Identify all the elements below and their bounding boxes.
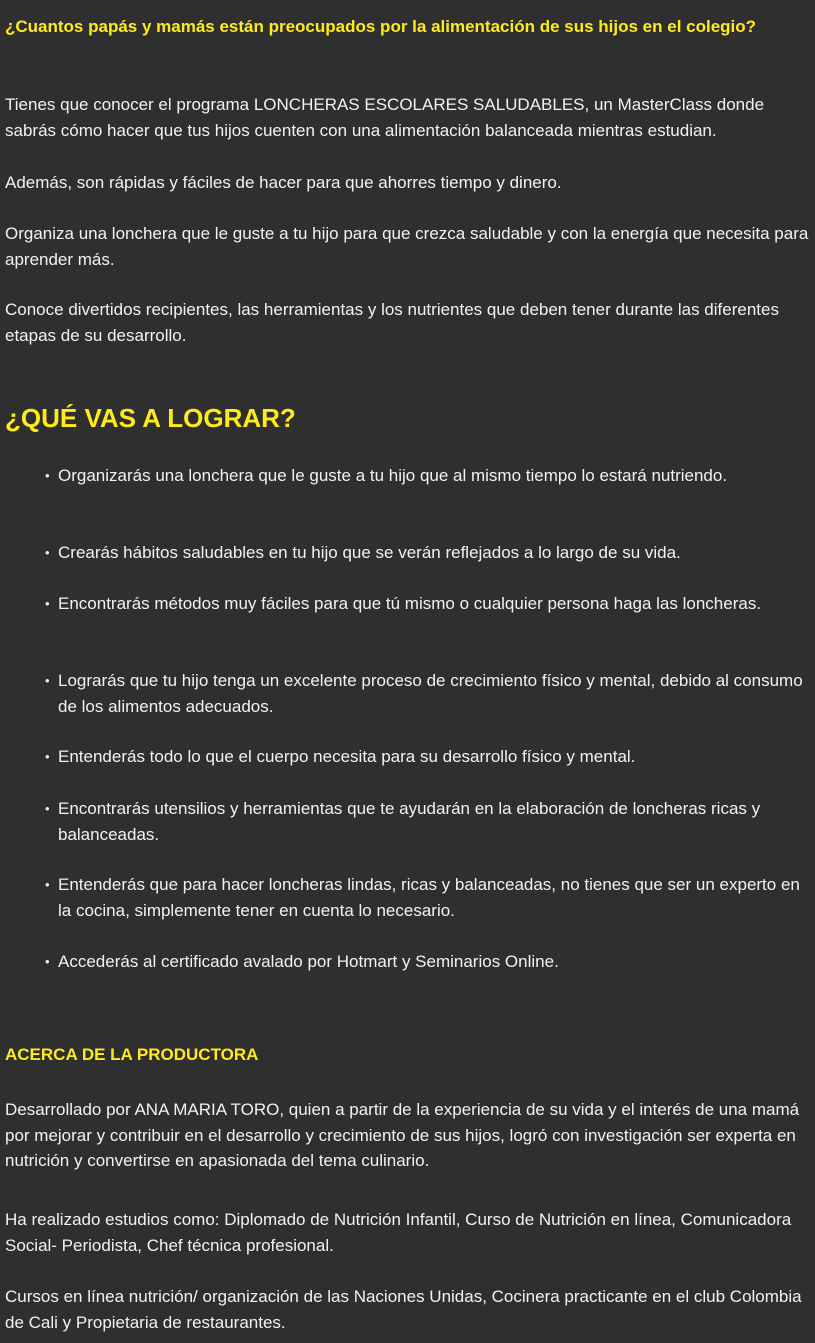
about-paragraph: Cursos en línea nutrición/ organización de las Naciones Unidas, Cocinera practicante en el club Colombia de Cali y Propietaria de restaurantes. (5, 1287, 802, 1332)
bullet-icon: • (45, 954, 50, 969)
list-item-text: Entenderás que para hacer loncheras lindas, ricas y balanceadas, no tienes que ser un experto en la cocina, simplemente tener en cuenta lo necesario. (58, 875, 800, 920)
about-paragraph: Desarrollado por ANA MARIA TORO, quien a partir de la experiencia de su vida y el interés de una mamá por mejorar y contribuir en el desarrollo y crecimiento de sus hijos, logró con investigación ser experta en nutrición y convertirse en apasionada del tema culinario. (5, 1100, 800, 1170)
list-item (45, 796, 805, 847)
list-item (45, 668, 805, 719)
bullet-icon: • (45, 801, 50, 816)
list-item-text: Encontrarás métodos muy fáciles para que tú mismo o cualquier persona haga las loncheras. (58, 594, 762, 613)
intro-paragraph: Además, son rápidas y fáciles de hacer para que ahorres tiempo y dinero. (5, 173, 562, 192)
intro-paragraph: Organiza una lonchera que le guste a tu hijo para que crezca saludable y con la energía que necesita para aprender más. (5, 224, 809, 269)
goals-heading: ¿QUÉ VAS A LOGRAR? (5, 403, 296, 433)
bullet-icon: • (45, 673, 50, 688)
about-paragraph: Ha realizado estudios como: Diplomado de Nutrición Infantil, Curso de Nutrición en línea, Comunicadora Social- Periodista, Chef técnica profesional. (5, 1210, 792, 1255)
about-heading: ACERCA DE LA PRODUCTORA (5, 1045, 259, 1064)
intro-paragraph: Conoce divertidos recipientes, las herramientas y los nutrientes que deben tener durante las diferentes etapas de su desarrollo. (5, 300, 779, 345)
list-item-text: Accederás al certificado avalado por Hotmart y Seminarios Online. (58, 952, 559, 971)
bullet-icon: • (45, 749, 50, 764)
intro-paragraph: Tienes que conocer el programa LONCHERAS ESCOLARES SALUDABLES, un MasterClass donde sabrás cómo hacer que tus hijos cuenten con una alimentación balanceada mientras estudian. (5, 95, 765, 140)
list-item-text: Organizarás una lonchera que le guste a tu hijo que al mismo tiempo lo estará nutriendo. (58, 466, 728, 485)
list-item (45, 463, 805, 489)
list-item-text: Entenderás todo lo que el cuerpo necesita para su desarrollo físico y mental. (58, 747, 636, 766)
intro-heading: ¿Cuantos papás y mamás están preocupados por la alimentación de sus hijos en el colegio? (5, 17, 757, 36)
list-item (45, 872, 805, 923)
bullet-icon: • (45, 468, 50, 483)
list-item (45, 591, 805, 617)
bullet-icon: • (45, 596, 50, 611)
list-item (45, 949, 805, 975)
list-item-text: Lograrás que tu hijo tenga un excelente proceso de crecimiento físico y mental, debido al consumo de los alimentos adecuados. (58, 671, 803, 716)
list-item-text: Crearás hábitos saludables en tu hijo que se verán reflejados a lo largo de su vida. (58, 543, 681, 562)
list-item (45, 744, 805, 770)
bullet-icon: • (45, 877, 50, 892)
list-item-text: Encontrarás utensilios y herramientas que te ayudarán en la elaboración de loncheras ricas y balanceadas. (58, 799, 761, 844)
list-item (45, 540, 805, 566)
bullet-icon: • (45, 545, 50, 560)
